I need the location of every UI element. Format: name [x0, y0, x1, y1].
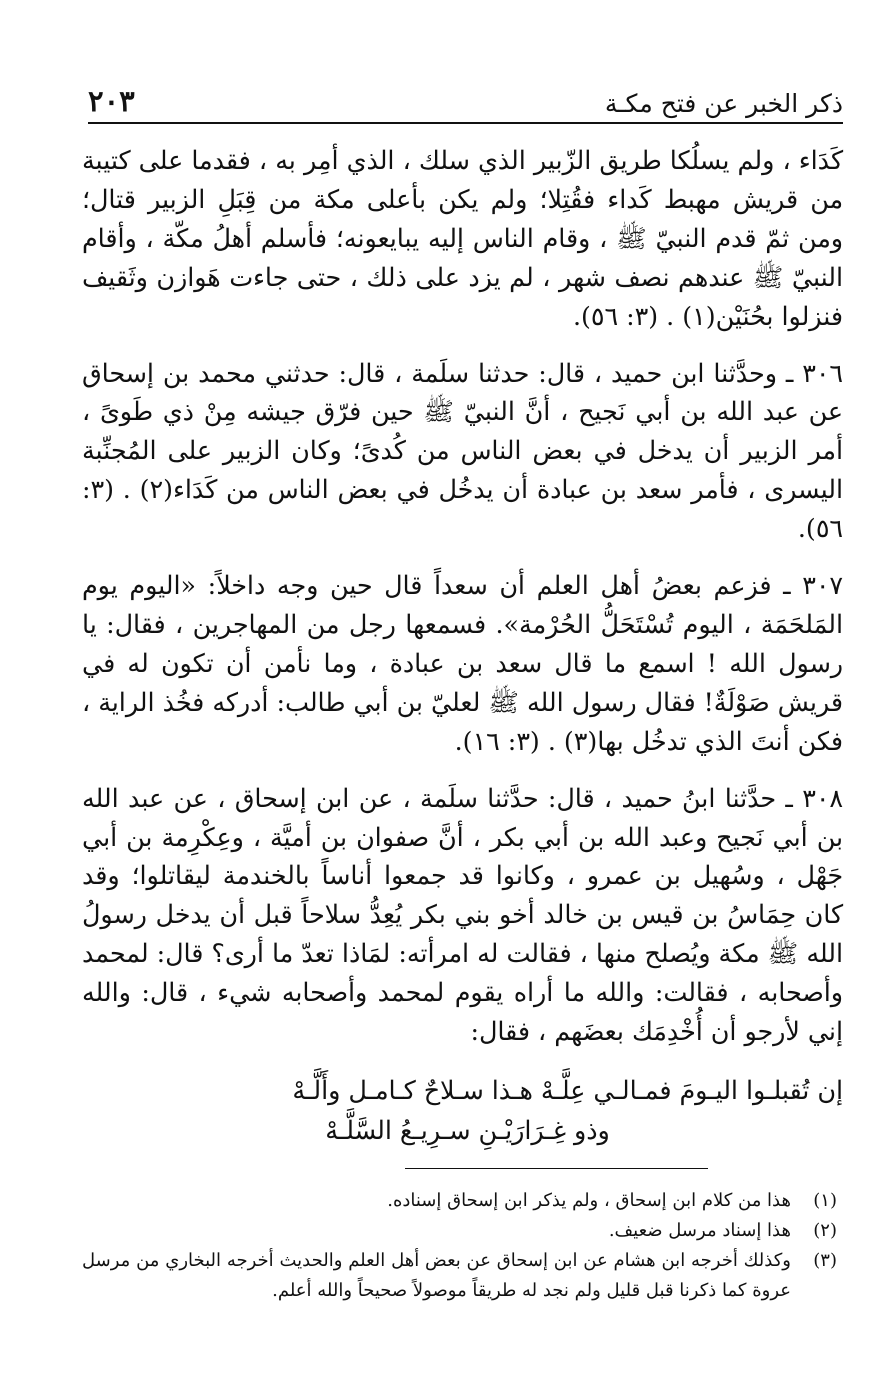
paragraph-306: ٣٠٦ ـ وحدَّثنا ابن حميد ، قال: حدثنا سلَمة ، قال: حدثني محمد بن إسحاق عن عبد الله بن أبي نَجيح ، أنَّ النبيّ ﷺ حين فرّق جيشه مِنْ ذي طَوىً ، أمر الزبير أن يدخل في بعض الناس من كُدىً؛ وكان الزبير على المُجنِّبة اليسرى ، فأمر سعد بن عبادة أن يدخُل في بعض الناس من كَدَاء(٢) . (٣: ٥٦).: [82, 358, 843, 544]
footnote-text: هذا من كلام ابن إسحاق ، ولم يذكر ابن إسحاق إسناده.: [387, 1190, 791, 1211]
footnote: [82, 1186, 837, 1216]
paragraph-307: ٣٠٧ ـ فزعم بعضُ أهل العلم أن سعداً قال حين وجه داخلاً: «اليوم يوم المَلحَمَة ، اليوم تُسْتَحَلُّ الحُرْمة». فسمعها رجل من المهاجرين ، فقال: يا رسول الله ! اسمع ما قال سعد بن عبادة ، وما نأمن أن تكون له في قريش صَوْلَةٌ! فقال رسول الله ﷺ لعليّ بن أبي طالب: أدركه فخُذ الراية ، فكن أنتَ الذي تدخُل بها(٣) . (٣: ١٦).: [82, 571, 843, 756]
page-number: ٢٠٣: [88, 84, 135, 118]
footnote: [82, 1246, 837, 1306]
page-header: [88, 78, 843, 124]
poem: [82, 1071, 843, 1151]
footnotes: [82, 1186, 837, 1306]
footnote-number: (٣): [813, 1250, 837, 1271]
main-text: [82, 142, 843, 1052]
poem-line-1: إن تُقبلـوا اليـومَ فمـالـي عِلَّـهْ هـذا سـلاحٌ كـامـل وأَلَّـهْ: [292, 1076, 843, 1105]
footnote: [82, 1216, 837, 1246]
footnote-text: وكذلك أخرجه ابن هشام عن ابن إسحاق عن بعض أهل العلم والحديث أخرجه البخاري من مرسل عروة كما ذكرنا قبل قليل ولم نجد له طريقاً موصولاً صحيحاً والله أعلم.: [82, 1250, 791, 1301]
footnote-number: (١): [813, 1190, 837, 1211]
footnote-text: هذا إسناد مرسل ضعيف.: [608, 1220, 791, 1241]
paragraph-308: ٣٠٨ ـ حدَّثنا ابنُ حميد ، قال: حدَّثنا سلَمة ، عن ابن إسحاق ، عن عبد الله بن أبي نَجيح وعبد الله بن أبي بكر ، أنَّ صفوان بن أميَّة ، وعِكْرِمة بن أبي جَهْل ، وسُهيل بن عمرو ، وكانوا قد جمعوا أناساً بالخندمة ليقاتلوا؛ وقد كان حِمَاسُ بن قيس بن خالد أخو بني بكر يُعِدُّ سلاحاً قبل أن يدخل رسولُ الله ﷺ مكة ويُصلح منها ، فقالت له امرأته: لمَاذا تعدّ ما أرى؟ قال: لمحمد وأصحابه ، فقالت: والله ما أراه يقوم لمحمد وأصحابه شيء ، قال: والله إني لأرجو أن أُخْدِمَك بعضَهم ، فقال:: [82, 783, 843, 1047]
footnote-number: (٢): [813, 1220, 837, 1241]
paragraph-continuation: كَدَاء ، ولم يسلُكا طريق الزّبير الذي سلك ، الذي أمِر به ، فقدما على كتيبة من قريش مهبط كَداء فقُتِلا؛ ولم يكن بأعلى مكة من قِبَلِ الزبير قتال؛ ومن ثمّ قدم النبيّ ﷺ ، وقام الناس إليه يبايعونه؛ فأسلم أهلُ مكّة ، وأقام النبيّ ﷺ عندهم نصف شهر ، لم يزد على ذلك ، حتى جاءت هَوازن وثَقيف فنزلوا بحُنَيْن(١) . (٣: ٥٦).: [82, 146, 843, 331]
running-title: ذكر الخبر عن فتح مكـة: [604, 89, 843, 118]
footnote-divider: [405, 1168, 708, 1169]
poem-line-2: وذو غِـرَارَيْـنِ سـرِيـعُ السَّلَّـهْ: [325, 1116, 610, 1145]
